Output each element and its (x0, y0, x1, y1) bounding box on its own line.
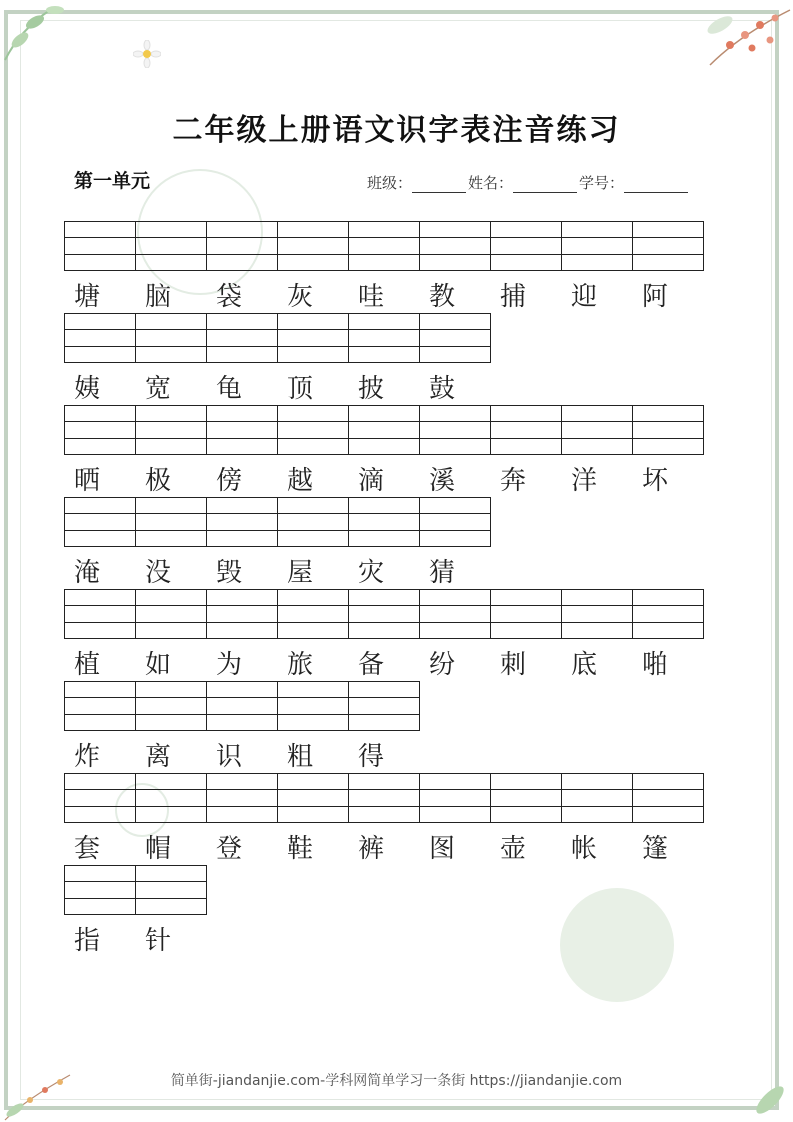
number-label: 学号： (579, 174, 625, 192)
name-label: 姓名： (468, 174, 514, 192)
hanzi-character: 识 (216, 742, 243, 772)
pinyin-writing-cell[interactable] (278, 222, 349, 270)
hanzi-character: 旅 (287, 650, 314, 680)
pinyin-writing-cell[interactable] (562, 222, 633, 270)
student-info (367, 172, 690, 193)
hanzi-character: 帐 (571, 834, 598, 864)
hanzi-character: 图 (429, 834, 456, 864)
pinyin-writing-cell[interactable] (65, 498, 136, 546)
pinyin-writing-cell[interactable] (349, 498, 420, 546)
hanzi-character: 傍 (216, 466, 243, 496)
pinyin-writing-cell[interactable] (349, 682, 419, 730)
hanzi-character: 阿 (642, 282, 669, 312)
hanzi-character: 屋 (287, 558, 314, 588)
pinyin-writing-cell[interactable] (420, 590, 491, 638)
hanzi-character: 袋 (216, 282, 243, 312)
hanzi-character: 如 (145, 650, 172, 680)
pinyin-writing-cell[interactable] (65, 406, 136, 454)
hanzi-character: 越 (287, 466, 314, 496)
pinyin-writing-cell[interactable] (562, 774, 633, 822)
pinyin-writing-cell[interactable] (65, 682, 136, 730)
hanzi-character: 登 (216, 834, 243, 864)
hanzi-character: 晒 (74, 466, 101, 496)
pinyin-writing-cell[interactable] (633, 774, 703, 822)
pinyin-writing-cell[interactable] (65, 866, 136, 914)
pinyin-writing-cell[interactable] (65, 590, 136, 638)
pinyin-grid-row (64, 865, 207, 915)
pinyin-writing-cell[interactable] (420, 774, 491, 822)
pinyin-writing-cell[interactable] (420, 406, 491, 454)
pinyin-writing-cell[interactable] (349, 314, 420, 362)
hanzi-character: 裤 (358, 834, 385, 864)
hanzi-character: 坏 (642, 466, 669, 496)
pinyin-writing-cell[interactable] (562, 406, 633, 454)
footer-text: 简单街-jiandanjie.com-学科网简单学习一条街 https://jiandanjie.com (170, 1073, 623, 1089)
character-row (64, 644, 703, 681)
pinyin-writing-cell[interactable] (278, 590, 349, 638)
pinyin-writing-cell[interactable] (491, 774, 562, 822)
pinyin-writing-cell[interactable] (562, 590, 633, 638)
hanzi-character: 植 (74, 650, 101, 680)
pinyin-writing-cell[interactable] (136, 406, 207, 454)
pinyin-grid-row (64, 221, 704, 271)
hanzi-character: 帽 (145, 834, 172, 864)
corner-leaf-top-left-icon (0, 0, 80, 70)
pinyin-writing-cell[interactable] (278, 406, 349, 454)
pinyin-writing-cell[interactable] (207, 590, 278, 638)
hanzi-character: 得 (358, 742, 385, 772)
pinyin-writing-cell[interactable] (136, 590, 207, 638)
pinyin-writing-cell[interactable] (349, 406, 420, 454)
circle-filled-decoration-icon (557, 885, 677, 1005)
pinyin-writing-cell[interactable] (278, 682, 349, 730)
pinyin-writing-cell[interactable] (65, 314, 136, 362)
pinyin-writing-cell[interactable] (633, 590, 703, 638)
hanzi-character: 底 (571, 650, 598, 680)
character-row (64, 276, 703, 313)
pinyin-writing-cell[interactable] (207, 406, 278, 454)
character-row (64, 460, 703, 497)
pinyin-writing-cell[interactable] (349, 774, 420, 822)
hanzi-character: 为 (216, 650, 243, 680)
pinyin-writing-cell[interactable] (491, 222, 562, 270)
pinyin-writing-cell[interactable] (491, 406, 562, 454)
hanzi-character: 篷 (642, 834, 669, 864)
hanzi-character: 滴 (358, 466, 385, 496)
character-row (64, 828, 703, 865)
daisy-icon (133, 40, 161, 68)
hanzi-character: 洋 (571, 466, 598, 496)
pinyin-writing-cell[interactable] (136, 682, 207, 730)
flower-sprig-top-right-icon (700, 0, 793, 70)
hanzi-character: 指 (74, 926, 101, 956)
pinyin-writing-cell[interactable] (136, 866, 206, 914)
hanzi-character: 宽 (145, 374, 172, 404)
pinyin-writing-cell[interactable] (65, 222, 136, 270)
pinyin-writing-cell[interactable] (65, 774, 136, 822)
pinyin-writing-cell[interactable] (349, 222, 420, 270)
hanzi-character: 毁 (216, 558, 243, 588)
pinyin-grid-row (64, 497, 491, 547)
hanzi-character: 针 (145, 926, 172, 956)
hanzi-character: 姨 (74, 374, 101, 404)
pinyin-grid-row (64, 313, 491, 363)
hanzi-character: 离 (145, 742, 172, 772)
character-row (64, 368, 490, 405)
page-title: 二年级上册语文识字表注音练习 (172, 113, 621, 148)
hanzi-character: 炸 (74, 742, 101, 772)
hanzi-character: 教 (429, 282, 456, 312)
character-row (64, 736, 419, 773)
pinyin-writing-cell[interactable] (420, 314, 490, 362)
pinyin-writing-cell[interactable] (278, 498, 349, 546)
pinyin-writing-cell[interactable] (136, 774, 207, 822)
hanzi-character: 灾 (358, 558, 385, 588)
pinyin-writing-cell[interactable] (420, 222, 491, 270)
hanzi-character: 刺 (500, 650, 527, 680)
hanzi-character: 啪 (642, 650, 669, 680)
number-field[interactable] (624, 176, 688, 193)
hanzi-character: 哇 (358, 282, 385, 312)
pinyin-writing-cell[interactable] (207, 314, 278, 362)
hanzi-character: 溪 (429, 466, 456, 496)
hanzi-character: 披 (358, 374, 385, 404)
pinyin-writing-cell[interactable] (278, 774, 349, 822)
class-label: 班级： (367, 174, 413, 192)
pinyin-grid-row (64, 589, 704, 639)
hanzi-character: 套 (74, 834, 101, 864)
hanzi-character: 顶 (287, 374, 314, 404)
pinyin-writing-cell[interactable] (207, 498, 278, 546)
hanzi-character: 猜 (429, 558, 456, 588)
hanzi-character: 纷 (429, 650, 456, 680)
pinyin-writing-cell[interactable] (633, 406, 703, 454)
hanzi-character: 鼓 (429, 374, 456, 404)
pinyin-grid-row (64, 405, 704, 455)
hanzi-character: 没 (145, 558, 172, 588)
hanzi-character: 备 (358, 650, 385, 680)
pinyin-writing-cell[interactable] (278, 314, 349, 362)
hanzi-character: 捕 (500, 282, 527, 312)
hanzi-character: 极 (145, 466, 172, 496)
hanzi-character: 鞋 (287, 834, 314, 864)
name-field[interactable] (513, 176, 577, 193)
hanzi-character: 脑 (145, 282, 172, 312)
pinyin-writing-cell[interactable] (136, 498, 207, 546)
pinyin-writing-cell[interactable] (349, 590, 420, 638)
pinyin-writing-cell[interactable] (207, 682, 278, 730)
class-field[interactable] (412, 176, 466, 193)
hanzi-character: 迎 (571, 282, 598, 312)
pinyin-writing-cell[interactable] (136, 222, 207, 270)
pinyin-writing-cell[interactable] (420, 498, 490, 546)
hanzi-character: 灰 (287, 282, 314, 312)
pinyin-writing-cell[interactable] (207, 774, 278, 822)
hanzi-character: 龟 (216, 374, 243, 404)
character-row (64, 552, 490, 589)
unit-heading: 第一单元 (74, 170, 151, 192)
hanzi-character: 壶 (500, 834, 527, 864)
pinyin-writing-cell[interactable] (633, 222, 703, 270)
hanzi-character: 奔 (500, 466, 527, 496)
pinyin-writing-cell[interactable] (207, 222, 278, 270)
pinyin-writing-cell[interactable] (136, 314, 207, 362)
pinyin-grid-row (64, 773, 704, 823)
hanzi-character: 粗 (287, 742, 314, 772)
pinyin-grid-row (64, 681, 420, 731)
hanzi-character: 塘 (74, 282, 101, 312)
hanzi-character: 淹 (74, 558, 101, 588)
character-row (64, 920, 206, 957)
pinyin-writing-cell[interactable] (491, 590, 562, 638)
